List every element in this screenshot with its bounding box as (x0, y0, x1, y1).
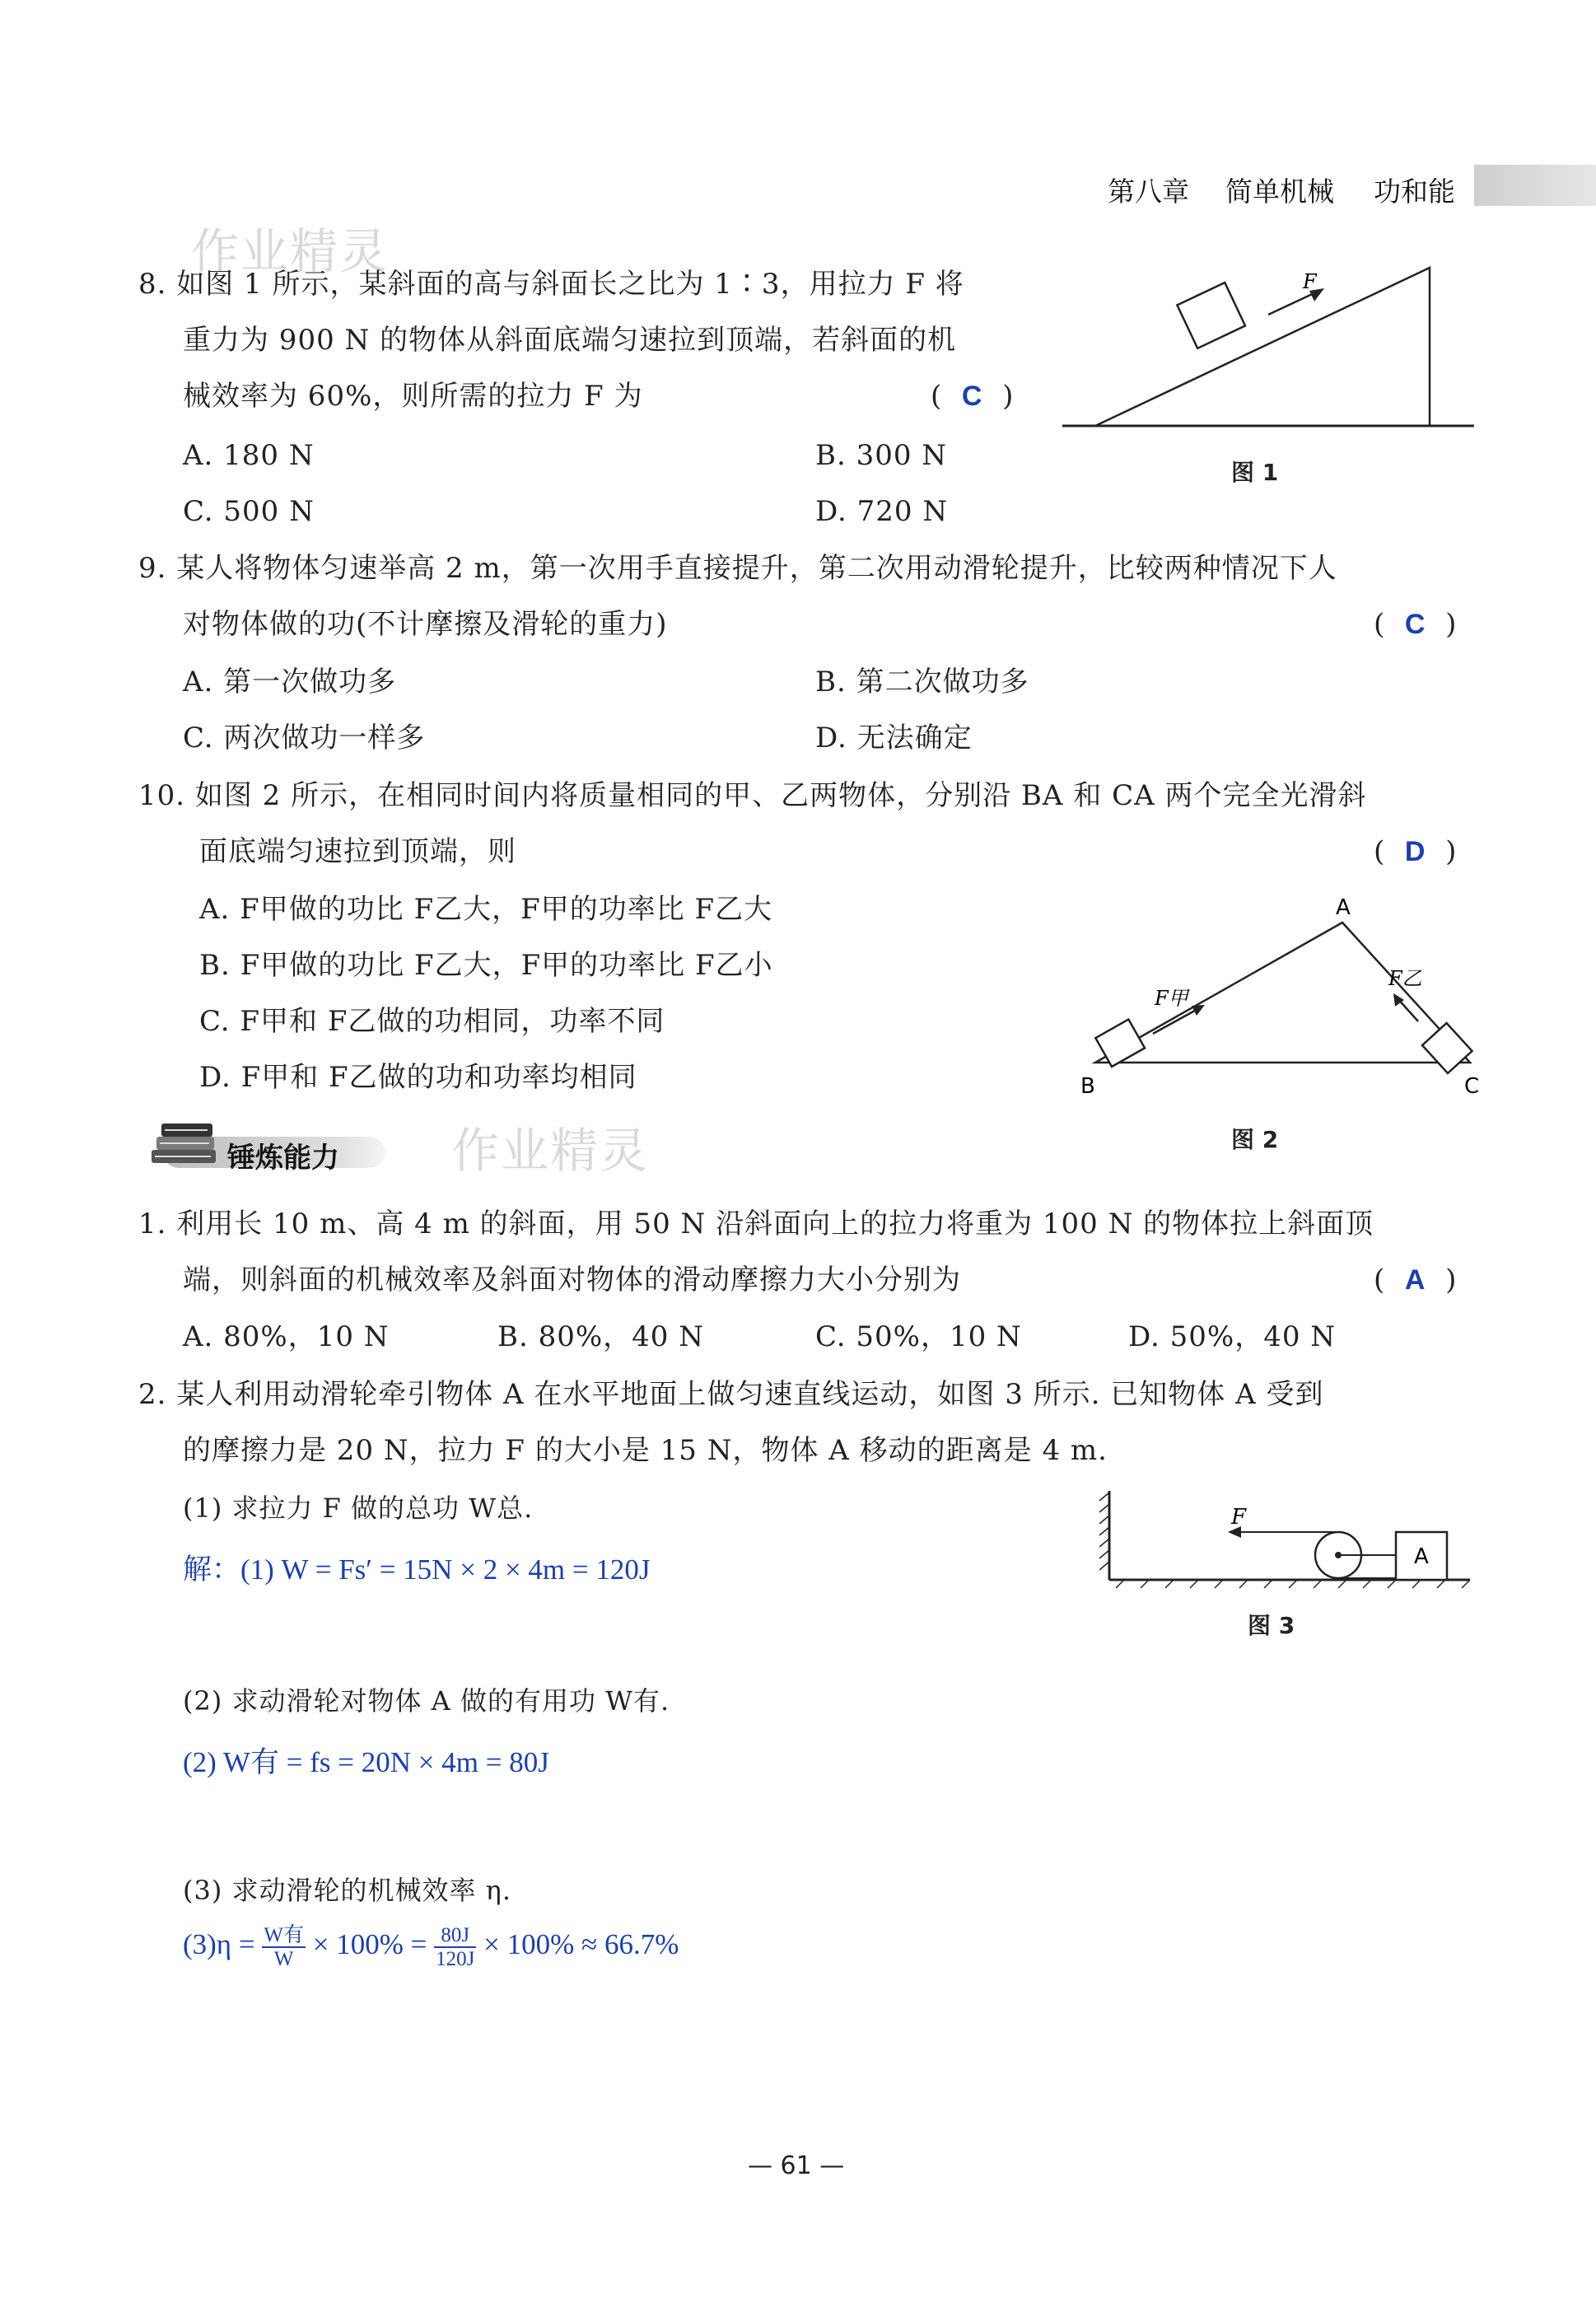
fig2-arrow-jia (1153, 1007, 1201, 1034)
fig2-block-yi (1422, 1023, 1472, 1073)
q9-line2: 对物体做的功(不计摩擦及滑轮的重力) (183, 608, 668, 641)
p1-line2: 端，则斜面的机械效率及斜面对物体的滑动摩擦力大小分别为 (183, 1264, 961, 1296)
sol3-denominator-1: W (273, 1948, 294, 1970)
p2-sub3: (3) 求动滑轮的机械效率 η. (183, 1875, 512, 1906)
sol3-fraction-2 (434, 1924, 476, 1970)
fig2-label-a: A (1336, 895, 1351, 920)
p2-solution-2: (2) W有 = fs = 20N × 4m = 80J (183, 1746, 549, 1778)
fig3-label-f: F (1231, 1505, 1247, 1530)
figure-2-caption: 图 2 (1231, 1126, 1279, 1153)
p2-line2: 的摩擦力是 20 N，拉力 F 的大小是 15 N，物体 A 移动的距离是 4 m. (183, 1434, 1108, 1467)
p2-line1: 2. 某人利用动滑轮牵引物体 A 在水平地面上做匀速直线运动，如图 3 所示. 已知物体 A 受到 (138, 1378, 1324, 1411)
fig2-label-c: C (1464, 1074, 1480, 1099)
fig1-slope (1095, 268, 1430, 426)
q10-option-d: D. F甲和 F乙做的功和功率均相同 (199, 1061, 637, 1094)
p2-solution-1: 解：(1) W = Fs′ = 15N × 2 × 4m = 120J (183, 1553, 651, 1586)
section-title: 锤炼能力 (227, 1142, 339, 1175)
fig3-wall-hatch (1099, 1493, 1109, 1570)
q10-answer: D (1404, 836, 1426, 867)
q8-option-d: D. 720 N (815, 495, 949, 528)
fig2-label-b: B (1080, 1074, 1095, 1099)
q10-answer-box: ( D ) (1374, 835, 1458, 868)
sol3-denominator-2: 120J (436, 1948, 475, 1970)
q8-line2: 重力为 900 N 的物体从斜面底端匀速拉到顶端，若斜面的机 (183, 324, 957, 357)
chapter-title-2: 功和能 (1374, 175, 1455, 208)
p1-option-c: C. 50%，10 N (815, 1320, 1022, 1353)
q9-answer-box: ( C ) (1374, 608, 1458, 641)
q10-line2: 面底端匀速拉到顶端，则 (199, 835, 516, 868)
sol3-suffix: × 100% ≈ 66.7% (483, 1928, 679, 1961)
p2-sub2: (2) 求动滑轮对物体 A 做的有用功 W有. (183, 1685, 670, 1717)
p1-option-d: D. 50%，40 N (1128, 1320, 1337, 1353)
figure-1-caption: 图 1 (1231, 459, 1279, 486)
page-number: — 61 — (748, 2151, 845, 2180)
q9-option-b: B. 第二次做功多 (815, 666, 1029, 698)
p2-sub1: (1) 求拉力 F 做的总功 W总. (183, 1493, 534, 1524)
q9-option-d: D. 无法确定 (815, 722, 973, 754)
fig2-label-fyi: F乙 (1388, 967, 1422, 990)
figure-2-triangle (1071, 890, 1499, 1112)
q10-line1: 10. 如图 2 所示，在相同时间内将质量相同的甲、乙两物体，分别沿 BA 和 CA 两个完全光滑斜 (138, 779, 1367, 812)
fig1-block (1177, 283, 1245, 348)
q9-option-c: C. 两次做功一样多 (183, 722, 426, 754)
p2-solution-3 (183, 1924, 679, 1970)
q10-option-b: B. F甲做的功比 F乙大，F甲的功率比 F乙小 (199, 949, 773, 982)
fig2-triangle (1095, 923, 1470, 1063)
fig3-label-a: A (1414, 1544, 1429, 1569)
q8-line1: 8. 如图 1 所示，某斜面的高与斜面长之比为 1∶3，用拉力 F 将 (138, 268, 964, 301)
section-banner (147, 1114, 385, 1175)
p1-option-a: A. 80%，10 N (183, 1320, 390, 1353)
figure-3-caption: 图 3 (1248, 1612, 1295, 1639)
fig2-block-jia (1095, 1020, 1145, 1067)
sol3-numerator-1: W有 (264, 1924, 304, 1946)
chapter-label: 第八章 (1108, 175, 1189, 208)
sol3-numerator-2: 80J (434, 1924, 476, 1948)
p1-option-b: B. 80%，40 N (497, 1320, 704, 1353)
header-gray-band (1474, 165, 1596, 206)
q8-line3: 械效率为 60%，则所需的拉力 F 为 (183, 380, 643, 413)
p1-answer: A (1404, 1264, 1426, 1296)
figure-3-pulley (1099, 1483, 1478, 1590)
p1-line1: 1. 利用长 10 m、高 4 m 的斜面，用 50 N 沿斜面向上的拉力将重为 100 N 的物体拉上斜面顶 (138, 1208, 1374, 1240)
q8-option-b: B. 300 N (815, 439, 948, 472)
q9-line1: 9. 某人将物体匀速举高 2 m，第一次用手直接提升，第二次用动滑轮提升，比较两种情况下人 (138, 552, 1337, 585)
q8-answer: C (961, 381, 983, 412)
watermark-top: 作业精灵 (191, 223, 390, 279)
fig3-pulley-axle (1335, 1552, 1342, 1558)
q8-option-c: C. 500 N (183, 495, 315, 528)
q9-option-a: A. 第一次做功多 (183, 666, 397, 698)
p1-answer-box: ( A ) (1374, 1264, 1458, 1296)
q8-answer-box: ( C ) (931, 380, 1015, 413)
books-icon (147, 1114, 229, 1175)
watermark-middle: 作业精灵 (451, 1123, 650, 1179)
figure-1-incline (1062, 255, 1491, 437)
sol3-fraction-1 (262, 1924, 306, 1970)
q8-option-a: A. 180 N (183, 439, 315, 472)
q10-option-a: A. F甲做的功比 F乙大，F甲的功率比 F乙大 (199, 893, 773, 926)
q9-answer: C (1404, 609, 1426, 640)
sol3-middle: × 100% = (312, 1928, 427, 1961)
sol3-prefix: (3)η = (183, 1928, 255, 1961)
chapter-title-1: 简单机械 (1225, 175, 1334, 208)
q10-option-c: C. F甲和 F乙做的功相同，功率不同 (199, 1005, 665, 1038)
fig1-force-label: F (1303, 270, 1317, 293)
fig2-label-fjia: F甲 (1155, 987, 1188, 1010)
